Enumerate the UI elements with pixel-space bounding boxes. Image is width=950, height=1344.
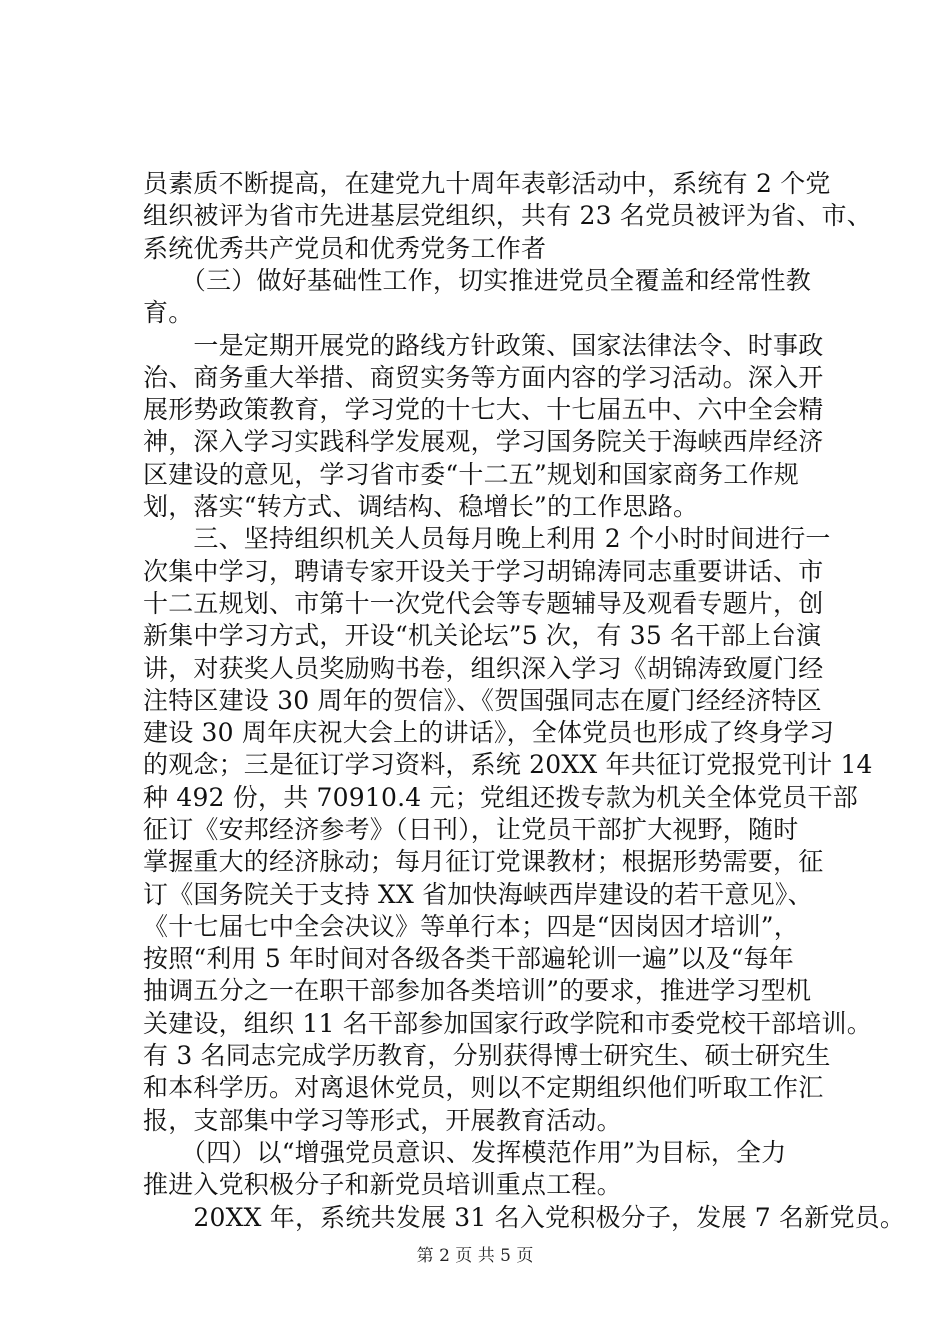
text-line: 一是定期开展党的路线方针政策、国家法律法令、时事政 bbox=[143, 331, 824, 360]
text-line: 区建设的意见，学习省市委“十二五”规划和国家商务工作规 bbox=[143, 460, 799, 489]
text-line: 种 492 份，共 70910.4 元；党组还拨专款为机关全体党员干部 bbox=[143, 783, 858, 812]
text-line: 治、商务重大举措、商贸实务等方面内容的学习活动。深入开 bbox=[143, 363, 824, 392]
text-line: 次集中学习，聘请专家开设关于学习胡锦涛同志重要讲话、市 bbox=[143, 557, 824, 586]
text-line: 关建设，组织 11 名干部参加国家行政学院和市委党校干部培训。 bbox=[143, 1009, 872, 1038]
text-line: （三）做好基础性工作，切实推进党员全覆盖和经常性教 bbox=[143, 266, 811, 295]
text-line: 和本科学历。对离退休党员，则以不定期组织他们听取工作汇 bbox=[143, 1073, 824, 1102]
text-line: 育。 bbox=[143, 298, 194, 327]
text-line: 推进入党积极分子和新党员培训重点工程。 bbox=[143, 1170, 622, 1199]
text-line: 神，深入学习实践科学发展观，学习国务院关于海峡西岸经济 bbox=[143, 427, 824, 456]
text-line: 掌握重大的经济脉动；每月征订党课教材；根据形势需要，征 bbox=[143, 847, 824, 876]
text-line: 员素质不断提高，在建党九十周年表彰活动中，系统有 2 个党 bbox=[143, 169, 831, 198]
text-line: 20XX 年，系统共发展 31 名入党积极分子，发展 7 名新党员。 bbox=[143, 1203, 906, 1232]
text-line: 十二五规划、市第十一次党代会等专题辅导及观看专题片，创 bbox=[143, 589, 824, 618]
text-line: 征订《安邦经济参考》（日刊），让党员干部扩大视野，随时 bbox=[143, 815, 799, 844]
text-line: 展形势政策教育，学习党的十七大、十七届五中、六中全会精 bbox=[143, 395, 824, 424]
text-line: 《十七届七中全会决议》等单行本；四是“因岗因才培训”， bbox=[143, 912, 799, 941]
page-number-footer: 第 2 页 共 5 页 bbox=[416, 1246, 534, 1266]
text-line: 划，落实“转方式、调结构、稳增长”的工作思路。 bbox=[143, 492, 699, 521]
text-line: 讲，对获奖人员奖励购书卷，组织深入学习《胡锦涛致厦门经 bbox=[143, 654, 824, 683]
text-line: 建设 30 周年庆祝大会上的讲话》，全体党员也形成了终身学习 bbox=[143, 718, 835, 747]
text-line: 有 3 名同志完成学历教育，分别获得博士研究生、硕士研究生 bbox=[143, 1041, 831, 1070]
text-line: 抽调五分之一在职干部参加各类培训”的要求，推进学习型机 bbox=[143, 976, 812, 1005]
text-line: 新集中学习方式，开设“机关论坛”5 次，有 35 名干部上台演 bbox=[143, 621, 822, 650]
text-line: 订《国务院关于支持 XX 省加快海峡西岸建设的若干意见》、 bbox=[143, 880, 813, 909]
text-line: 注特区建设 30 周年的贺信》、《贺国强同志在厦门经经济特区 bbox=[143, 686, 822, 715]
text-line: 的观念；三是征订学习资料，系统 20XX 年共征订党报党刊计 14 bbox=[143, 750, 873, 779]
text-line: （四）以“增强党员意识、发挥模范作用”为目标，全力 bbox=[143, 1138, 787, 1167]
text-line: 系统优秀共产党员和优秀党务工作者 bbox=[143, 234, 547, 263]
text-line: 三、坚持组织机关人员每月晚上利用 2 个小时时间进行一 bbox=[143, 524, 831, 553]
text-line: 报，支部集中学习等形式，开展教育活动。 bbox=[143, 1106, 622, 1135]
text-line: 按照“利用 5 年时间对各级各类干部遍轮训一遍”以及“每年 bbox=[143, 944, 794, 973]
text-line: 组织被评为省市先进基层党组织，共有 23 名党员被评为省、市、 bbox=[143, 201, 872, 230]
